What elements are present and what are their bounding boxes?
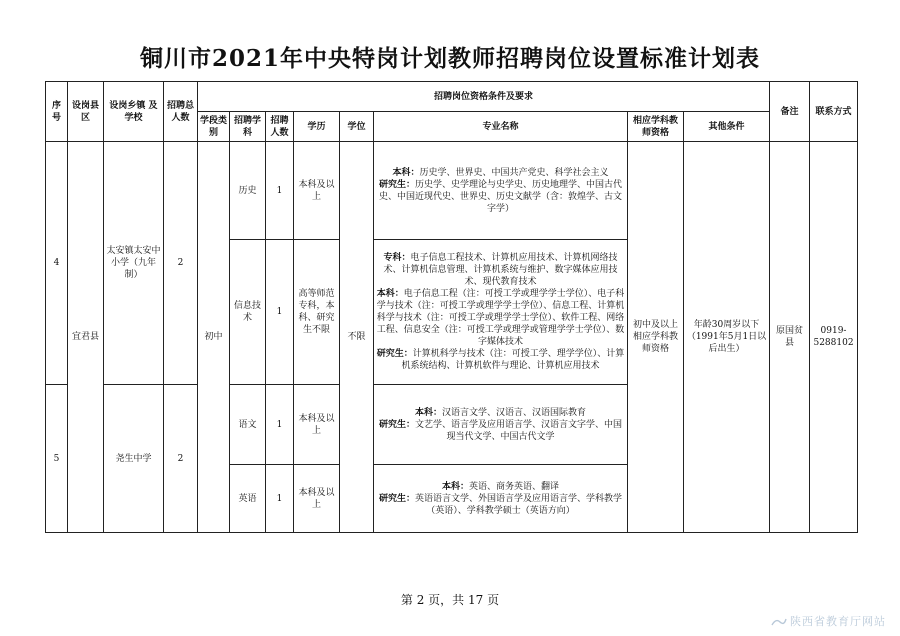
major-text: 电子信息工程（注：可授工学或理学学士学位）、电子科学与技术（注：可授工学或理学学士学位）、信息工程、计算机科学与技术（注：可授工学或理学学士学位）、软件工程、网络工程、信息安全（注：可授工学或理学或管理学学士学位）、数字媒体技术 (376, 289, 625, 347)
header-note: 备注 (770, 82, 810, 142)
education-cell: 本科及以上 (294, 385, 340, 465)
major-label: 研究生： (378, 179, 415, 190)
subject-cell: 历史 (230, 142, 266, 240)
total-cell: 2 (164, 142, 198, 385)
header-major: 专业名称 (374, 112, 628, 142)
count-cell: 1 (266, 465, 294, 533)
count-cell: 1 (266, 240, 294, 385)
count-cell: 1 (266, 385, 294, 465)
major-text: 汉语言文学、汉语言、汉语国际教育 (442, 407, 587, 418)
school-cell: 尧生中学 (104, 385, 164, 533)
education-cell: 高等师范专科，本科、研究生不限 (294, 240, 340, 385)
major-text: 英语语言文学、外国语言学及应用语言学、学科教学（英语）、学科教学硕士（英语方向） (415, 493, 623, 516)
major-label: 专科： (383, 253, 411, 263)
subject-cell: 语文 (230, 385, 266, 465)
header-county: 设岗县区 (68, 82, 104, 142)
subject-cell: 英语 (230, 465, 266, 533)
major-text: 历史学、世界史、中国共产党史、科学社会主义 (419, 167, 609, 178)
count-cell: 1 (266, 142, 294, 240)
major-text: 计算机科学与技术（注：可授工学、理学学位）、计算机系统结构、计算机软件与理论、计算机应用技术 (401, 349, 625, 371)
major-cell (374, 240, 628, 385)
major-text: 英语、商务英语、翻译 (469, 481, 560, 492)
major-label: 本科： (392, 167, 420, 178)
major-label: 研究生： (378, 419, 415, 430)
major-label: 本科： (376, 289, 404, 299)
subject-cell: 信息技术 (230, 240, 266, 385)
education-logo-icon (771, 617, 787, 627)
header-seq: 序号 (46, 82, 68, 142)
header-total: 招聘总人数 (164, 82, 198, 142)
header-degree: 学位 (340, 112, 374, 142)
header-education: 学历 (294, 112, 340, 142)
cert-cell: 初中及以上相应学科教师资格 (628, 142, 684, 533)
school-cell: 太安镇太安中小学（九年制） (104, 142, 164, 385)
header-school: 设岗乡镇 及学校 (104, 82, 164, 142)
education-cell: 本科及以上 (294, 465, 340, 533)
major-text: 电子信息工程技术、计算机应用技术、计算机网络技术、计算机信息管理、计算机系统与维护、数字媒体应用技术、现代教育技术 (383, 253, 618, 287)
contact-cell: 0919-5288102 (810, 142, 858, 533)
page-title: 铜川市2021年中央特岗计划教师招聘岗位设置标准计划表 (139, 45, 760, 72)
other-cell: 年龄30周岁以下（1991年5月1日以后出生） (684, 142, 770, 533)
header-cert: 相应学科教师资格 (628, 112, 684, 142)
recruitment-plan-table (45, 81, 858, 533)
header-row-1 (46, 82, 858, 112)
major-label: 本科： (414, 407, 442, 418)
major-label: 研究生： (378, 493, 415, 504)
education-cell: 本科及以上 (294, 142, 340, 240)
major-text: 历史学、史学理论与史学史、历史地理学、中国古代史、中国近现代史、世界史、历史文献学（含：敦煌学、古文字学） (378, 179, 623, 214)
major-cell (374, 465, 628, 533)
watermark (771, 613, 886, 629)
seq-cell: 4 (46, 142, 68, 385)
watermark-text: 陕西省教育厅网站 (790, 615, 886, 628)
degree-cell: 不限 (340, 142, 374, 533)
header-contact: 联系方式 (810, 82, 858, 142)
header-other: 其他条件 (684, 112, 770, 142)
seq-cell: 5 (46, 385, 68, 533)
county-cell: 宜君县 (68, 142, 104, 533)
major-cell (374, 385, 628, 465)
total-cell: 2 (164, 385, 198, 533)
header-count: 招聘人数 (266, 112, 294, 142)
header-subject: 招聘学科 (230, 112, 266, 142)
header-group: 招聘岗位资格条件及要求 (198, 82, 770, 112)
header-stage: 学段类别 (198, 112, 230, 142)
major-text: 文艺学、语言学及应用语言学、汉语言文字学、中国现当代文学、中国古代文学 (415, 419, 623, 442)
major-cell (374, 142, 628, 240)
major-label: 研究生： (376, 349, 413, 359)
note-cell: 原国贫县 (770, 142, 810, 533)
page-number: 第 2 页，共 17 页 (400, 593, 500, 607)
major-label: 本科： (441, 481, 469, 492)
stage-cell: 初中 (198, 142, 230, 533)
table-row (46, 142, 858, 240)
